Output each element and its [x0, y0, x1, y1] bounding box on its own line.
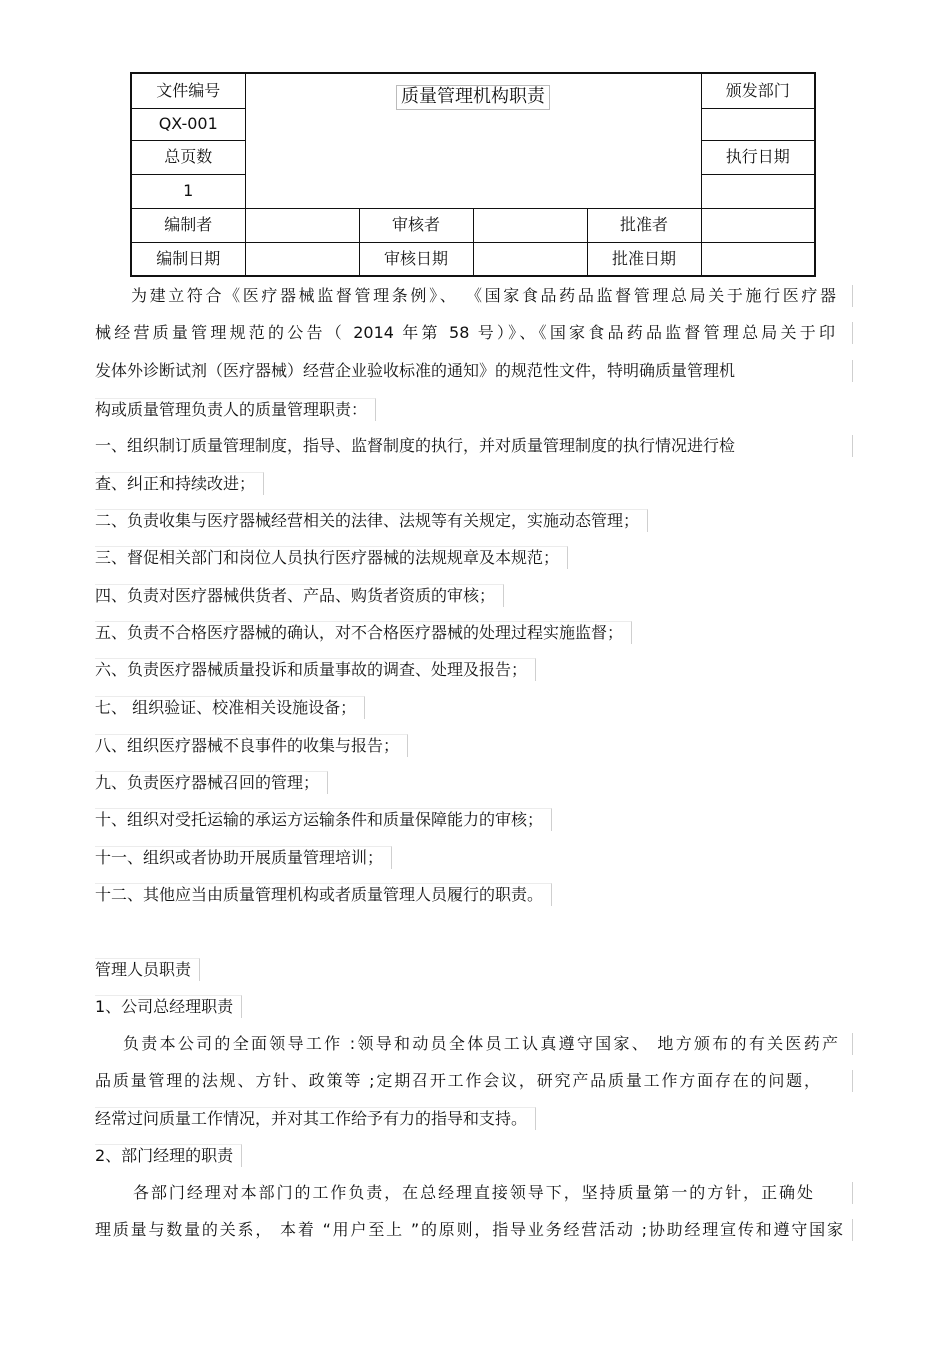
duty-item: 六、负责医疗器械质量投诉和质量事故的调查、处理及报告； — [95, 658, 536, 681]
review-date-label: 审核日期 — [359, 242, 473, 276]
duty-item: 十一、组织或者协助开展质量管理培训； — [95, 846, 392, 869]
gm-duty-line: 负责本公司的全面领导工作 :领导和动员全体员工认真遵守国家、 地方颁布的有关医药产 — [123, 1034, 838, 1053]
author-value — [245, 208, 359, 242]
doc-no-label: 文件编号 — [131, 73, 245, 108]
gm-duty-line: 品质量管理的法规、方针、政策等 ;定期召开工作会议，研究产品质量工作方面存在的问题， — [95, 1071, 820, 1090]
duty-item: 九、负责医疗器械召回的管理； — [95, 771, 328, 794]
reviewer-label: 审核者 — [359, 208, 473, 242]
author-date-label: 编制日期 — [131, 242, 245, 276]
doc-no-value: QX-001 — [131, 108, 245, 140]
section-heading: 管理人员职责 — [95, 958, 200, 981]
duty-item: 三、督促相关部门和岗位人员执行医疗器械的法规规章及本规范； — [95, 546, 568, 569]
exec-date-label: 执行日期 — [701, 140, 815, 174]
duty-item: 十、组织对受托运输的承运方运输条件和质量保障能力的审核； — [95, 808, 552, 831]
reviewer-value — [473, 208, 587, 242]
intro-line: 发体外诊断试剂（医疗器械）经营企业验收标准的通知》的规范性文件，特明确质量管理机 — [95, 361, 736, 380]
author-date-value — [245, 242, 359, 276]
review-date-value — [473, 242, 587, 276]
duty-item: 四、负责对医疗器械供货者、产品、购货者资质的审核； — [95, 584, 504, 607]
dm-duty-line: 各部门经理对本部门的工作负责，在总经理直接领导下，坚持质量第一的方针，正确处 — [133, 1183, 813, 1202]
author-label: 编制者 — [131, 208, 245, 242]
duty-item: 十二、其他应当由质量管理机构或者质量管理人员履行的职责。 — [95, 883, 552, 906]
issuer-label: 颁发部门 — [701, 73, 815, 108]
approver-label: 批准者 — [587, 208, 701, 242]
approver-value — [701, 208, 815, 242]
total-pages-label: 总页数 — [131, 140, 245, 174]
title-cell — [245, 73, 701, 208]
duty-item: 八、组织医疗器械不良事件的收集与报告； — [95, 734, 408, 757]
duty-item: 七、 组织验证、校准相关设施设备； — [95, 696, 365, 719]
intro-line: 为建立符合《医疗器械监督管理条例》、 《国家食品药品监督管理总局关于施行医疗器 — [131, 286, 836, 305]
duty-item: 二、负责收集与医疗器械经营相关的法律、法规等有关规定，实施动态管理； — [95, 509, 648, 532]
exec-date-value — [701, 174, 815, 208]
approve-date-label: 批准日期 — [587, 242, 701, 276]
total-pages-value: 1 — [131, 174, 245, 208]
gm-duty-line: 经常过问质量工作情况，并对其工作给予有力的指导和支持。 — [95, 1107, 536, 1130]
intro-line: 械经营质量管理规范的公告（ 2014 年第 58 号）》、《国家食品药品监督管理总局关于印 — [95, 323, 835, 342]
duty-item: 查、纠正和持续改进； — [95, 472, 264, 495]
intro-line: 构或质量管理负责人的质量管理职责： — [95, 398, 376, 421]
dm-heading: 2、部门经理的职责 — [95, 1144, 242, 1167]
doc-title: 质量管理机构职责 — [396, 85, 550, 110]
approve-date-value — [701, 242, 815, 276]
duty-item: 五、负责不合格医疗器械的确认，对不合格医疗器械的处理过程实施监督； — [95, 621, 632, 644]
document-header-table — [130, 72, 816, 277]
issuer-value — [701, 108, 815, 140]
duty-item: 一、组织制订质量管理制度，指导、监督制度的执行，并对质量管理制度的执行情况进行检 — [95, 436, 736, 455]
dm-duty-line: 理质量与数量的关系， 本着 “用户至上 ”的原则，指导业务经营活动 ;协助经理宣传和遵守国家 — [95, 1220, 843, 1239]
gm-heading: 1、公司总经理职责 — [95, 995, 242, 1018]
